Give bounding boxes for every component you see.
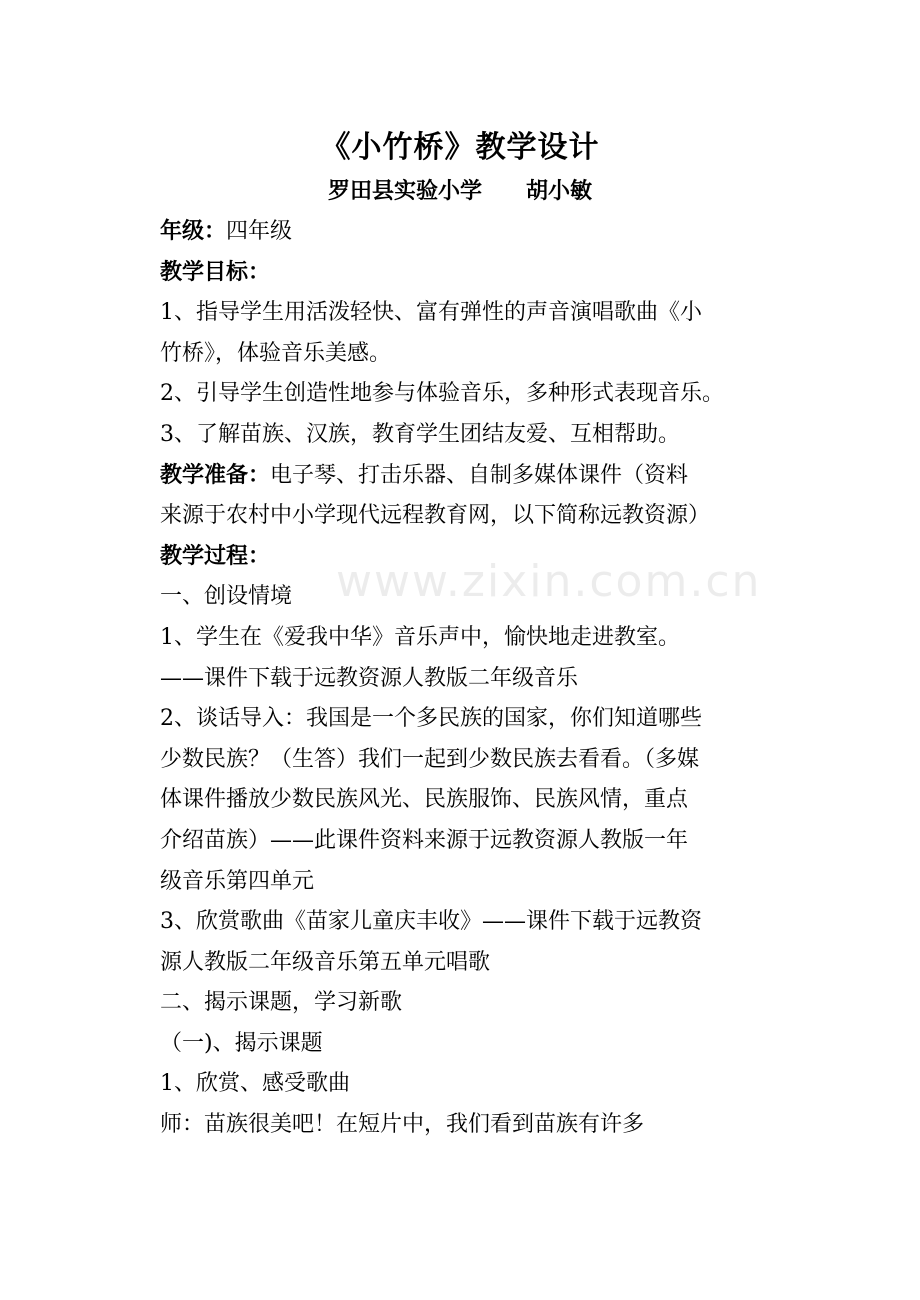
item-3-line-b: 源人教版二年级音乐第五单元唱歌 (160, 949, 491, 975)
document-body (160, 212, 770, 1146)
document-title: 《小竹桥》教学设计 (320, 130, 600, 165)
teacher-line: 师：苗族很美吧！在短片中，我们看到苗族有许多 (160, 1112, 645, 1138)
prep-text-1: 电子琴、打击乐器、自制多媒体课件（资料 (270, 462, 689, 488)
item-2-line-c: 体课件播放少数民族风光、民族服饰、民族风情，重点 (160, 787, 689, 813)
byline (0, 172, 920, 212)
item-2-line-e: 级音乐第四单元 (160, 868, 315, 894)
item-1-line-b: ——课件下载于远教资源人教版二年级音乐 (160, 665, 579, 691)
goal-1-line-b: 竹桥》，体验音乐美感。 (160, 340, 392, 366)
grade-value: 四年级 (226, 219, 293, 244)
item-1-line-a: 1、学生在《爱我中华》音乐声中，愉快地走进教室。 (160, 624, 680, 650)
subsection-1-item-1: 1、欣赏、感受歌曲 (160, 1071, 350, 1097)
byline-author: 胡小敏 (526, 179, 593, 204)
item-2-line-d: 介绍苗族）——此课件资料来源于远教资源人教版一年 (160, 827, 689, 853)
grade-label: 年级： (160, 219, 227, 244)
grade-line (160, 212, 770, 253)
section-1-heading: 一、创设情境 (160, 584, 293, 610)
item-3-line-a: 3、欣赏歌曲《苗家儿童庆丰收》——课件下载于远教资 (160, 909, 702, 935)
goals-heading: 教学目标： (160, 259, 271, 285)
item-2-line-a: 2、谈话导入：我国是一个多民族的国家，你们知道哪些 (160, 706, 702, 732)
process-heading: 教学过程： (160, 543, 271, 569)
goal-2: 2、引导学生创造性地参与体验音乐，多种形式表现音乐。 (160, 381, 724, 407)
section-2-heading: 二、揭示课题，学习新歌 (160, 990, 403, 1016)
subsection-1-heading: （一)、揭示课题 (160, 1030, 323, 1056)
item-2-line-b: 少数民族？（生答）我们一起到少数民族去看看。（多媒 (160, 746, 700, 772)
goal-1-line-a: 1、指导学生用活泼轻快、富有弹性的声音演唱歌曲《小 (160, 300, 702, 326)
prep-line-1 (160, 456, 770, 497)
goal-3: 3、了解苗族、汉族，教育学生团结友爱、互相帮助。 (160, 421, 680, 447)
byline-school: 罗田县实验小学 (327, 179, 482, 204)
prep-line-2: 来源于农村中小学现代远程教育网，以下简称远教资源） (160, 503, 711, 529)
watermark: www.zixin.com.cn (336, 556, 762, 607)
prep-label: 教学准备： (160, 462, 271, 488)
